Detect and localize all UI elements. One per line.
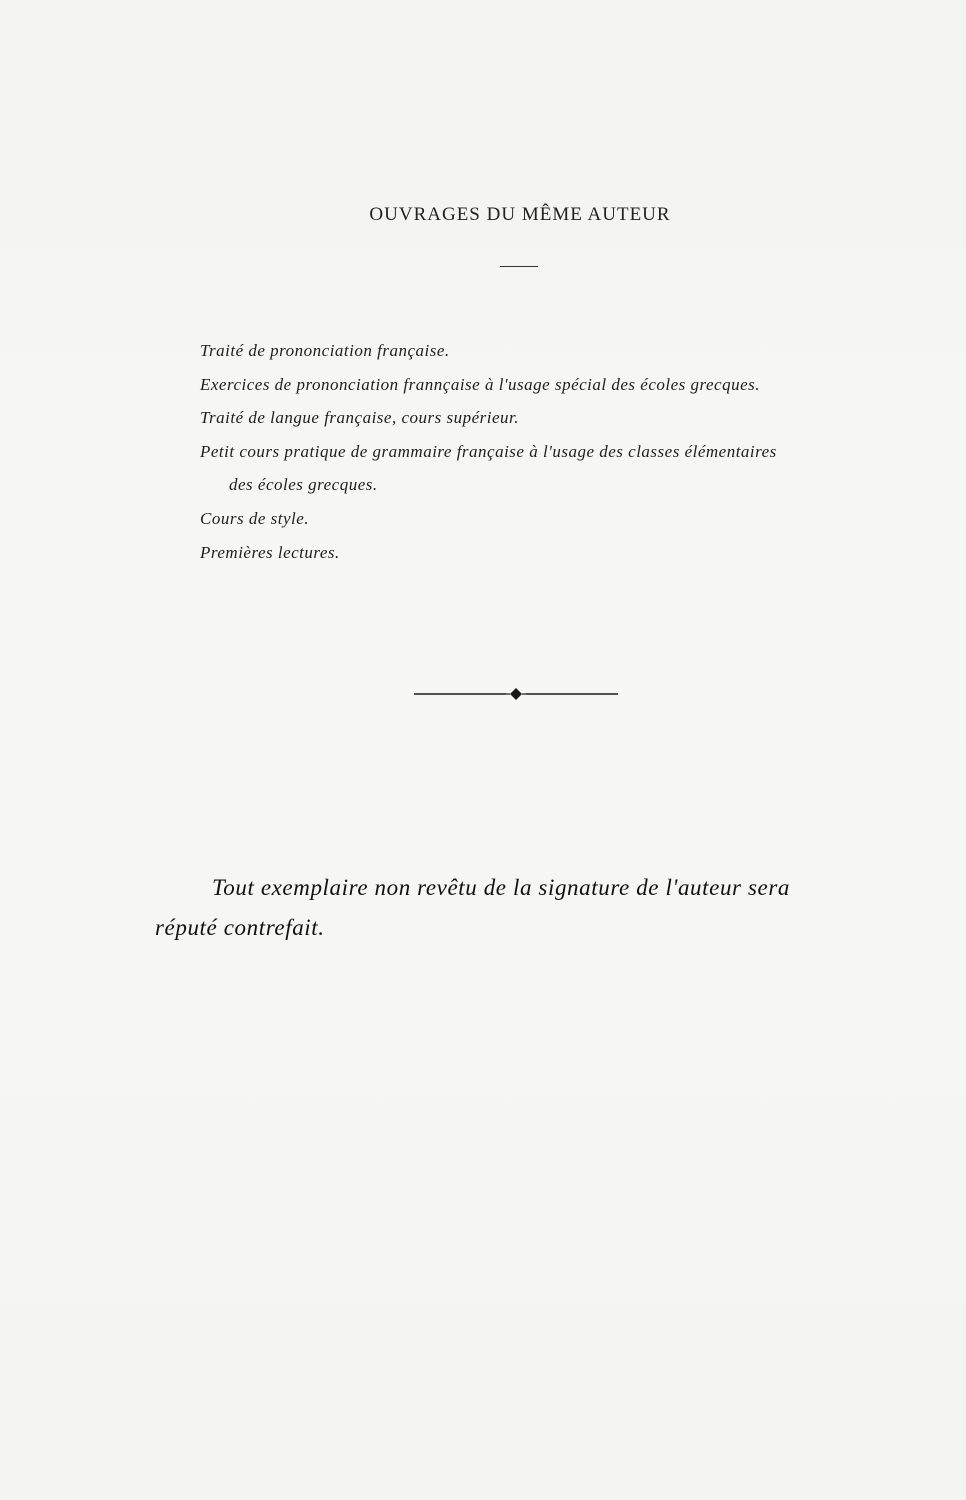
ornament-divider bbox=[414, 686, 618, 702]
notice-line: Tout exemplaire non revêtu de la signature de l'auteur sera bbox=[212, 875, 790, 900]
list-item: Exercices de prononciation frannçaise à l'usage spécial des écoles grecques. bbox=[200, 374, 760, 394]
page-heading: OUVRAGES DU MÊME AUTEUR bbox=[369, 204, 671, 225]
list-item: Traité de prononciation française. bbox=[200, 341, 450, 360]
list-item: Traité de langue française, cours supérieur. bbox=[200, 408, 520, 428]
list-item: Petit cours pratique de grammaire française à l'usage des classes élémentaires bbox=[200, 441, 777, 461]
list-item-continuation: des écoles grecques. bbox=[229, 475, 378, 495]
list-item: Cours de style. bbox=[200, 508, 310, 528]
list-item: Premières lectures. bbox=[200, 542, 340, 562]
works-list bbox=[200, 334, 900, 569]
divider-rule bbox=[500, 266, 538, 267]
notice-line: réputé contrefait. bbox=[155, 915, 325, 940]
copyright-notice bbox=[155, 868, 885, 948]
